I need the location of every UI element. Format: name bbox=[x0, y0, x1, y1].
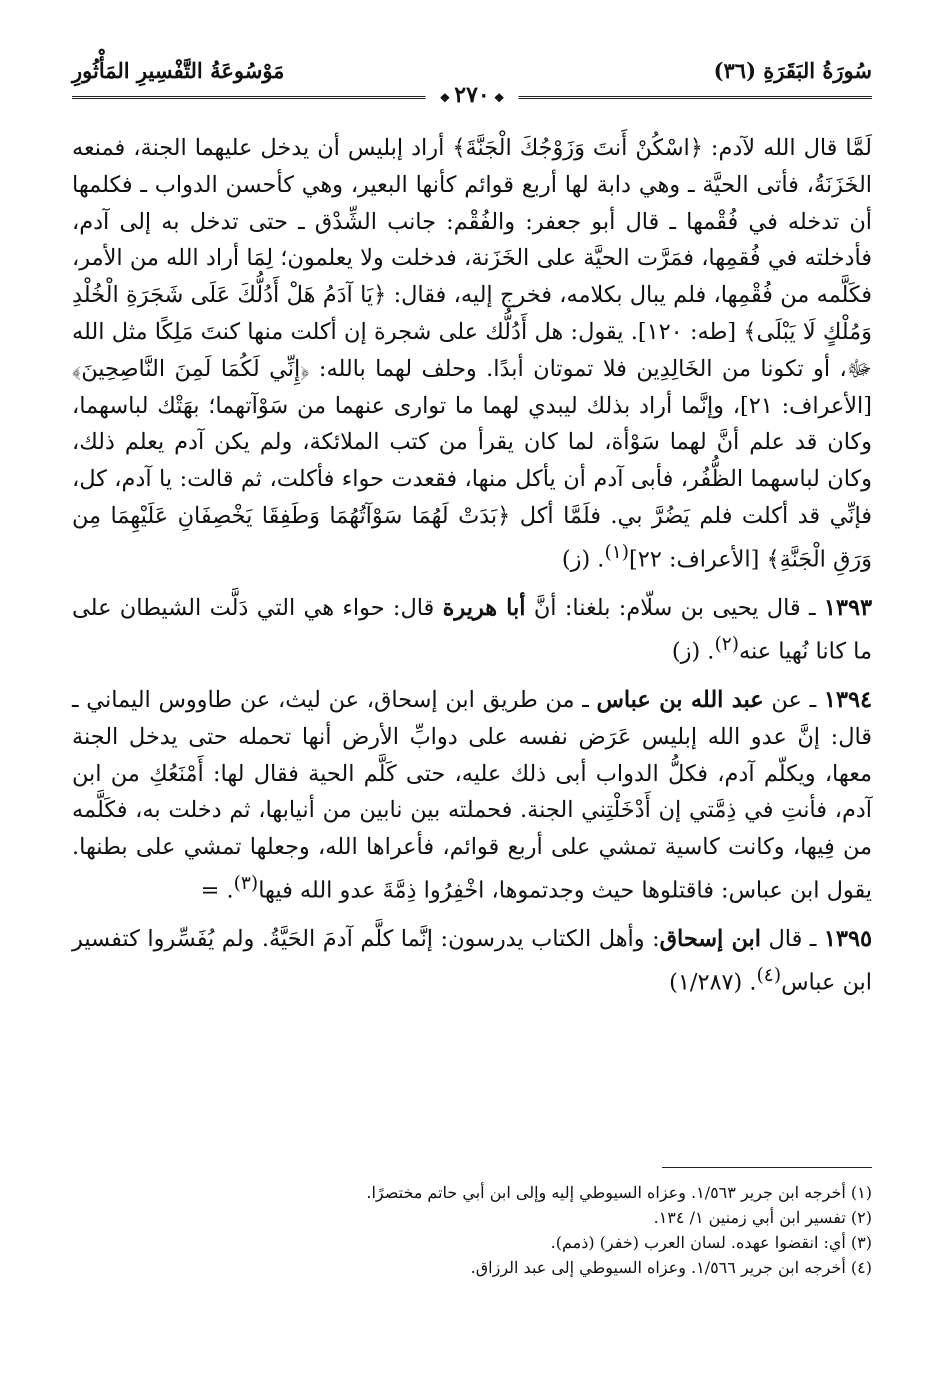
narrator-name: ابن إسحاق bbox=[659, 926, 761, 953]
footnotes bbox=[72, 1180, 872, 1280]
paragraph-text: ـ عن bbox=[763, 687, 824, 714]
narrator-name: عبد الله بن عباس bbox=[596, 687, 764, 714]
page-header bbox=[72, 58, 872, 114]
footnote-divider bbox=[662, 1167, 872, 1168]
footnote: (٢) تفسير ابن أبي زمنين ١/ ١٣٤. bbox=[653, 1208, 872, 1227]
narrator-name: أبا هريرة bbox=[442, 595, 526, 622]
entry-number: ١٣٩٤ bbox=[823, 687, 872, 714]
page-number-value: ٢٧٠ bbox=[454, 82, 490, 108]
footnote-ref[interactable]: (١) bbox=[604, 541, 630, 563]
paragraph bbox=[72, 590, 872, 670]
source-tag: . (ز) bbox=[561, 546, 605, 573]
paragraph-text: : وأهل الكتاب يدرسون: إنَّما كلَّم آدمَ الحَيَّةُ. ولم يُفَسِّروا كتفسير ابن عباس bbox=[72, 926, 872, 996]
paragraph-text: قال: حواء هي التي دَلَّت الشيطان على ما كانا نُهيا عنه bbox=[72, 595, 872, 665]
paragraph-text: ـ من طريق ابن إسحاق، عن ليث، عن طاووس اليماني ـ قال: إنَّ عدو الله إبليس عَرَض نفسه على دوابِّ الأرض أنها تحمله حتى يدخل الجنة معها، ويكلّم آدم، فكلُّ الدواب أبى ذلك عليه، حتى كَلَّم الحية فقال لها: أَمْنَعُكِ من ابن آدم، فأنتِ في ذِمَّتي إن أَدْخَلْتِني الجنة. فحملته بين نابين من أنيابها، ثم دخلت به، فكَلَّمه من فِيها، وكانت كاسية تمشي على أربع قوائم، فأعراها الله، وجعلها تمشي على بطنها. يقول ابن عباس: فاقتلوها حيث وجدتموها، اخْفِرُوا ذِمَّةَ عدو الله فيها bbox=[72, 687, 872, 904]
ornament-icon: ❖ bbox=[493, 91, 505, 105]
footnote: (٣) أي: انقضوا عهده. لسان العرب (خفر) (ذمم). bbox=[550, 1233, 872, 1252]
source-tag: . = bbox=[200, 877, 234, 904]
paragraph-text: لَمَّا قال الله لآدم: ﴿اسْكُنْ أَنتَ وَزَوْجُكَ الْجَنَّةَ﴾ أراد إبليس أن يدخل عليهما الجنة، فمنعه الخَزَنَةُ، فأتى الحيَّة ـ وهي دابة لها أربع قوائم كأنها البعير، وهي كأحسن الدواب ـ فكلمها أن تدخله في فُقْمها ـ قال أبو جعفر: والفُقْم: جانب الشِّدْق ـ حتى تدخل به إلى آدم، فأدخلته في فُقمِها، فمَرَّت الحيَّة على الخَزَنة، فدخلت ولا يعلمون؛ لِمَا أراد الله من الأمر، فكَلَّمه من فُقْمِها، فلم يبال بكلامه، فخرج إليه، فقال: ﴿يَا آدَمُ هَلْ أَدُلُّكَ عَلَى شَجَرَةِ الْخُلْدِ وَمُلْكٍ لَا يَبْلَى﴾ [طه: ١٢٠]. يقول: هل أَدُلُّك على شجرة إن أكلت منها كنتَ مَلِكًا مثل الله ﷻ، أو تكونا من الخَالِدِين فلا تموتان أبدًا. وحلف لهما بالله: ﴿إِنِّي لَكُمَا لَمِنَ النَّاصِحِينَ﴾ [الأعراف: ٢١]، وإنَّما أراد بذلك ليبدي لهما ما توارى عنهما من سَوْآتهما؛ بهَتْك لباسهما، وكان قد علم أنَّ لهما سَوْأة، لما كان يقرأ من كتب الملائكة، ولم يكن آدم يعلم ذلك، وكان لباسهما الظُّفُر، فأبى آدم أن يأكل منها، فقعدت حواء فأكلت، ثم قالت: يا آدم، كل، فإنِّي قد أكلت فلم يَضُرَّ بي. فلَمَّا أكل ﴿بَدَتْ لَهُمَا سَوْآتُهُمَا وَطَفِقَا يَخْصِفَانِ عَلَيْهِمَا مِن وَرَقِ الْجَنَّةِ﴾ [الأعراف: ٢٢] bbox=[72, 135, 872, 573]
source-tag: . (ز) bbox=[671, 638, 715, 665]
paragraph-text: ـ قال يحيى بن سلّام: بلغنا: أنَّ bbox=[525, 595, 824, 622]
ornament-icon: ❖ bbox=[439, 91, 451, 105]
page-number bbox=[426, 82, 519, 108]
entry-number: ١٣٩٣ bbox=[823, 595, 873, 622]
footnote-ref[interactable]: (٢) bbox=[714, 633, 740, 655]
footnote-ref[interactable]: (٤) bbox=[756, 965, 782, 987]
paragraph bbox=[72, 921, 872, 1001]
paragraph bbox=[72, 130, 872, 578]
source-tag: . (١/٢٨٧) bbox=[669, 969, 757, 996]
paragraph-text: ـ قال bbox=[760, 926, 824, 953]
book-title: مَوْسُوعَةُ التَّفْسِيرِ المَأْثُورِ bbox=[72, 58, 285, 83]
main-text bbox=[72, 130, 872, 1013]
footnote: (١) أخرجه ابن جرير ١/٥٦٣. وعزاه السيوطي إليه وإلى ابن أبي حاتم مختصرًا. bbox=[366, 1183, 872, 1202]
footnote-ref[interactable]: (٣) bbox=[233, 873, 259, 895]
paragraph bbox=[72, 682, 872, 909]
surah-title: سُورَةُ البَقَرَةِ (٣٦) bbox=[713, 58, 872, 83]
footnote: (٤) أخرجه ابن جرير ١/٥٦٦. وعزاه السيوطي إلى عبد الرزاق. bbox=[470, 1258, 872, 1277]
entry-number: ١٣٩٥ bbox=[823, 926, 872, 953]
